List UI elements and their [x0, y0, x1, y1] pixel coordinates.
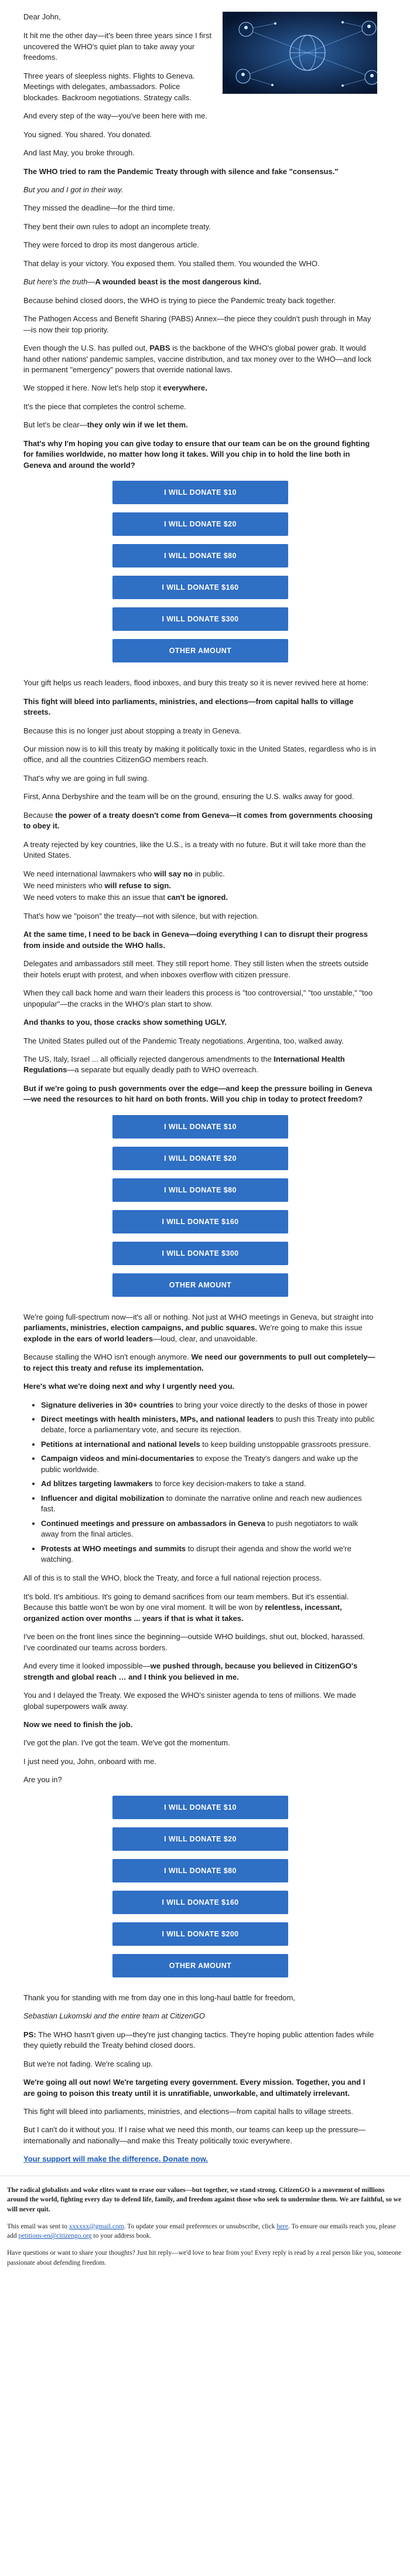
paragraph: Delegates and ambassadors still meet. They still report home. They still listen when the streets outside their hotels erupt with protest, and when inboxes overflow with citizen pressure. [23, 959, 369, 979]
paragraph: But I can't do it without you. If I raise what we need this month, our teams can keep up the pressure—internationally and nationally—and make this Treaty politically toxic everywhere. [23, 2125, 366, 2145]
paragraph: You and I delayed the Treaty. We exposed the WHO's sinister agenda to tens of millions. We made global superpowers walk away. [23, 1691, 356, 1711]
donate-10-button[interactable]: I WILL DONATE $10 [112, 1796, 288, 1819]
donate-other-amount-button[interactable]: OTHER AMOUNT [112, 1273, 288, 1297]
paragraph: Thank you for standing with me from day one in this long-haul battle for freedom, [23, 1993, 295, 2002]
donate-160-button[interactable]: I WILL DONATE $160 [112, 1210, 288, 1233]
donate-80-button[interactable]: I WILL DONATE $80 [112, 1178, 288, 1202]
paragraph: I've got the plan. I've got the team. We've got the momentum. [23, 1738, 230, 1748]
paragraph: That's how we "poison" the treaty—not with silence, but with rejection. [23, 911, 259, 920]
list-item: • Ad blitzes targeting lawmakers to force key decision-makers to take a stand. [41, 1479, 377, 1489]
intro-paragraph: And every step of the way—you've been here with me. [23, 111, 207, 121]
donate-300-button[interactable]: I WILL DONATE $300 [112, 1242, 288, 1265]
donate-now-link[interactable]: Your support will make the difference. Donate now. [23, 2154, 208, 2164]
paragraph: Because the power of a treaty doesn't come from Geneva—it comes from governments choosing to obey it. [23, 810, 373, 831]
paragraph: That's why I'm hoping you can give today to ensure that our team can be on the ground fighting for families worldwide, no matter how long it takes. Will you chip in to hold the line both in Geneva and around the world? [23, 439, 370, 470]
paragraph: We need voters to make this an issue that can't be ignored. [23, 893, 228, 902]
paragraph: We stopped it here. Now let's help stop it everywhere. [23, 383, 207, 393]
paragraph: Even though the U.S. has pulled out, PABS is the backbone of the WHO's global power grab. It would hand other nations' pandemic samples, vaccine distribution, and tax money over to the WHO—and lock in permanent "emergency" powers that override national laws. [23, 344, 372, 374]
paragraph: Because this is no longer just about stopping a treaty in Geneva. [23, 726, 241, 735]
paragraph: But you and I got in their way. [23, 185, 124, 194]
network-globe-illustration [223, 12, 377, 94]
footer-unsubscribe-notice: This email was sent to xxxxxx@gmail.com. To update your email preferences or unsubscribe, click here. To ensure our emails reach you, please add petitions-en@citizengo.org to your address book. [7, 2222, 396, 2240]
recipient-email-link[interactable]: xxxxxx@gmail.com [69, 2222, 124, 2230]
paragraph: The US, Italy, Israel ... all officially rejected dangerous amendments to the International Health Regulations—a separate but equally deadly path to WHO overreach. [23, 1055, 345, 1075]
intro-paragraph: Three years of sleepless nights. Flights to Geneva. Meetings with delegates, ambassadors. Police blockades. Backroom negotiations. Strategy calls. [23, 71, 195, 102]
paragraph: This fight will bleed into parliaments, ministries, and elections—from capital halls to village streets. [23, 2106, 353, 2116]
donate-160-button[interactable]: I WILL DONATE $160 [112, 1891, 288, 1914]
paragraph: A treaty rejected by key countries, like the U.S., is a treaty with no future. But it will take more than the United States. [23, 840, 366, 860]
paragraph: I've been on the front lines since the beginning—outside WHO buildings, shut out, blocked, harassed. I've coordinated our teams across borders. [23, 1632, 365, 1652]
paragraph: We're going all out now! We're targeting every government. Every mission. Together, you and I are going to poison this treaty until it is unratifiable, unworkable, and ultimately irrelevant. [23, 2078, 365, 2098]
donate-20-button[interactable]: I WILL DONATE $20 [112, 1827, 288, 1851]
paragraph: This fight will bleed into parliaments, ministries, and elections—from capital halls to village streets. [23, 696, 354, 717]
paragraph: All of this is to stall the WHO, block the Treaty, and force a full national rejection process. [23, 1574, 322, 1583]
intro-paragraph: You signed. You shared. You donated. [23, 130, 152, 139]
donate-20-button[interactable]: I WILL DONATE $20 [112, 1147, 288, 1170]
list-item: • Campaign videos and mini-documentaries to expose the Treaty's dangers and wake up the public worldwide. [41, 1453, 377, 1475]
greeting: Dear John, [23, 12, 61, 21]
hero-image [223, 12, 377, 94]
hero-section [23, 12, 377, 166]
donate-buttons-group [23, 1793, 377, 1993]
list-item: • Protests at WHO meetings and summits to disrupt their agenda and show the world we're watching. [41, 1544, 377, 1565]
signature: Sebastian Lukomski and the entire team at CitizenGO [23, 2011, 205, 2021]
paragraph: Because stalling the WHO isn't enough anymore. We need our governments to pull out completely—to reject this treaty and refuse its implementation. [23, 1352, 375, 1372]
paragraph: Here's what we're doing next and why I urgently need you. [23, 1382, 235, 1391]
list-item: • Continued meetings and pressure on ambassadors in Geneva to push negotiators to walk away from the final articles. [41, 1518, 377, 1540]
sender-address-link[interactable]: petitions-en@citizengo.org [18, 2232, 92, 2240]
paragraph: The Pathogen Access and Benefit Sharing (PABS) Annex—the piece they couldn't push through in May—is now their top priority. [23, 314, 371, 334]
donate-80-button[interactable]: I WILL DONATE $80 [112, 1859, 288, 1882]
donate-other-amount-button[interactable]: OTHER AMOUNT [112, 1954, 288, 1977]
donate-80-button[interactable]: I WILL DONATE $80 [112, 544, 288, 567]
paragraph: When they call back home and warn their leaders this process is "too controversial," "too unstable," "too unpopular"—the cracks in the WHO's plan start to show. [23, 988, 373, 1008]
paragraph: They missed the deadline—for the third time. [23, 203, 175, 213]
paragraph: Are you in? [23, 1775, 62, 1785]
paragraph: Our mission now is to kill this treaty by making it politically toxic in the United States, regardless who is in office, and all the countries CitizenGO members reach. [23, 744, 376, 764]
donate-10-button[interactable]: I WILL DONATE $10 [112, 1115, 288, 1139]
paragraph: We need international lawmakers who will say no in public. [23, 869, 225, 878]
paragraph: But if we're going to push governments over the edge—and keep the pressure boiling in Geneva—we need the resources to hit hard on both fronts. Will you chip in today to protect freedom? [23, 1083, 373, 1104]
intro-paragraph: It hit me the other day—it's been three years since I first uncovered the WHO's quiet plan to take away your freedoms. [23, 31, 212, 62]
paragraph: They were forced to drop its most dangerous article. [23, 240, 199, 250]
paragraph: They bent their own rules to adopt an incomplete treaty. [23, 222, 211, 231]
donate-160-button[interactable]: I WILL DONATE $160 [112, 576, 288, 599]
paragraph: We're going full-spectrum now—it's all or nothing. Not just at WHO meetings in Geneva, but straight into parliaments, ministries, election campaigns, and public squares. We're going to make this issue explode in the ears of world leaders—loud, clear, and unavoidable. [23, 1312, 374, 1343]
donate-other-amount-button[interactable]: OTHER AMOUNT [112, 639, 288, 662]
paragraph: Because behind closed doors, the WHO is trying to piece the Pandemic treaty back together. [23, 295, 336, 305]
paragraph: At the same time, I need to be back in Geneva—doing everything I can to disrupt their progress from inside and outside the WHO halls. [23, 930, 368, 950]
paragraph: It's bold. It's ambitious. It's going to demand sacrifices from our team members. But it's essential. Because this battle won't be won by one viral moment. It will be won by relentless, incessant, organized action over months ... years if that is what it takes. [23, 1592, 349, 1623]
footer-reply-notice: Have questions or want to share your thoughts? Just hit reply—we'd love to hear from you! Every reply is read by a real person like you, someone passionate about defending freedom. [7, 2249, 402, 2266]
paragraph [23, 2154, 377, 2164]
paragraph: And every time it looked impossible—we pushed through, because you believed in CitizenGO's strength and global reach … and I think you believed in me. [23, 1661, 358, 1681]
action-plan-list [35, 1400, 377, 1565]
donate-buttons-group [23, 478, 377, 678]
paragraph: The United States pulled out of the Pandemic Treaty negotiations. Argentina, too, walked away. [23, 1036, 344, 1045]
list-item: • Direct meetings with health ministers, MPs, and national leaders to push this Treaty into public debate, force a parliamentary vote, and secure its rejection. [41, 1414, 377, 1436]
paragraph: But we're not fading. We're scaling up. [23, 2059, 153, 2068]
paragraph: I just need you, John, onboard with me. [23, 1756, 156, 1766]
footer-mission: The radical globalists and woke elites want to erase our values—but together, we stand strong. CitizenGO is a movement of millions around the world, fighting every day to defend life, family, and freedom against those who seek to undermine them. We are faithful, so we will never quit. [7, 2186, 402, 2214]
list-item: • Influencer and digital mobilization to dominate the narrative online and reach new audiences fast. [41, 1493, 377, 1515]
paragraph: Now we need to finish the job. [23, 1719, 133, 1729]
donate-300-button[interactable]: I WILL DONATE $300 [112, 607, 288, 631]
paragraph: The WHO tried to ram the Pandemic Treaty through with silence and fake "consensus." [23, 166, 339, 176]
list-item: • Petitions at international and national levels to keep building unstoppable grassroots pressure. [41, 1439, 377, 1450]
email-footer [0, 2176, 410, 2293]
postscript: PS: The WHO hasn't given up—they're just changing tactics. They're hoping public attention fades while they quietly rebuild the Treaty behind closed doors. [23, 2030, 374, 2050]
donate-20-button[interactable]: I WILL DONATE $20 [112, 512, 288, 536]
paragraph: It's the piece that completes the control scheme. [23, 402, 186, 411]
paragraph: We need ministers who will refuse to sign. [23, 881, 171, 891]
intro-paragraph: And last May, you broke through. [23, 148, 135, 158]
paragraph: And thanks to you, those cracks show something UGLY. [23, 1018, 227, 1027]
list-item: • Signature deliveries in 30+ countries to bring your voice directly to the desks of those in power [41, 1400, 377, 1411]
paragraph: First, Anna Derbyshire and the team will be on the ground, ensuring the U.S. walks away for good. [23, 792, 354, 801]
unsubscribe-link[interactable]: here [276, 2222, 288, 2230]
paragraph: But let's be clear—they only win if we let them. [23, 420, 188, 430]
paragraph: That's why we are going in full swing. [23, 773, 149, 783]
paragraph: But here's the truth—A wounded beast is the most dangerous kind. [23, 277, 261, 287]
donate-10-button[interactable]: I WILL DONATE $10 [112, 481, 288, 504]
paragraph: Your gift helps us reach leaders, flood inboxes, and bury this treaty so it is never revived here at home: [23, 678, 369, 688]
paragraph: That delay is your victory. You exposed them. You stalled them. You wounded the WHO. [23, 259, 320, 268]
donate-buttons-group [23, 1113, 377, 1312]
donate-200-button[interactable]: I WILL DONATE $200 [112, 1922, 288, 1946]
